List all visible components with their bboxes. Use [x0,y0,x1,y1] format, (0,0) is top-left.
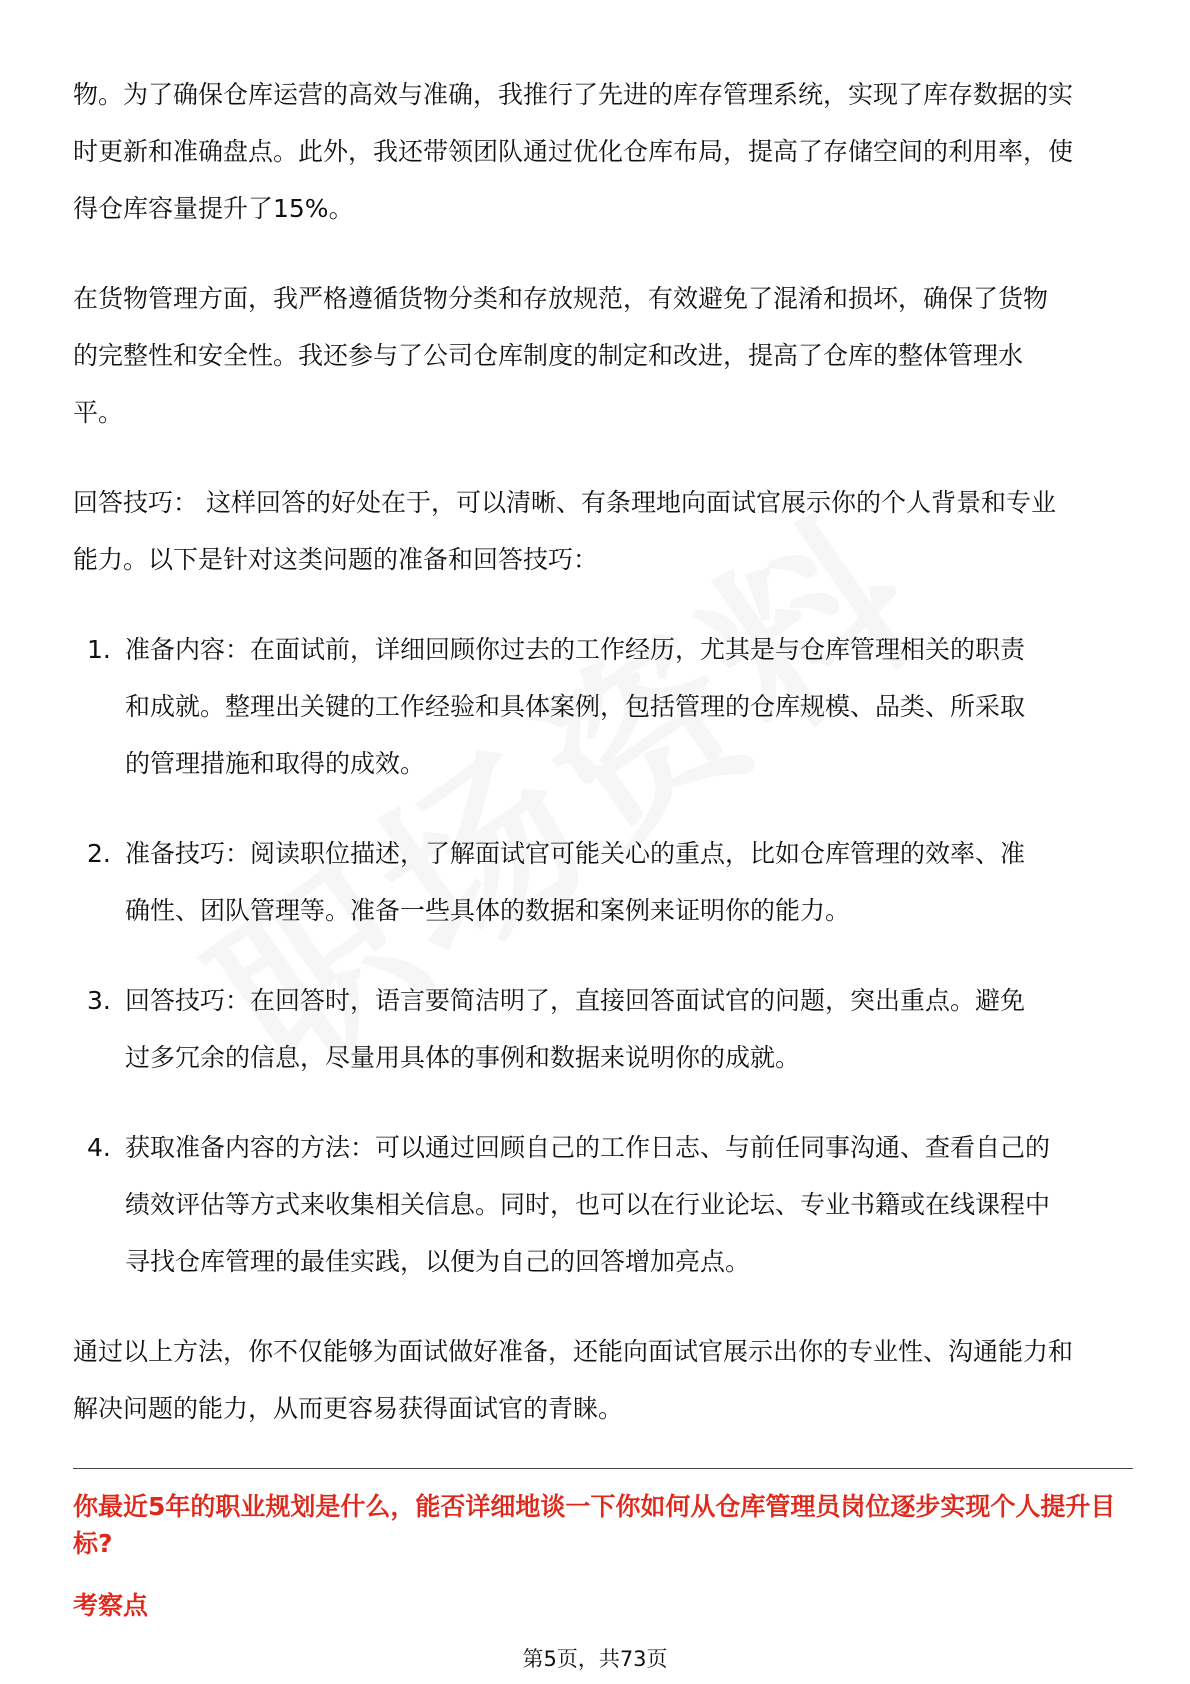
list-item-text: 回答技巧：在回答时，语言要简洁明了，直接回答面试官的问题，突出重点。避免过多冗余的信息，尽量用具体的事例和数据来说明你的成就。 [125,986,1026,1072]
paragraph-answer-tips: 回答技巧： 这样回答的好处在于，可以清晰、有条理地向面试官展示你的个人背景和专业能力。以下是针对这类问题的准备和回答技巧： [73,488,1056,574]
section-divider [73,1468,1133,1469]
list-item-text: 准备内容：在面试前，详细回顾你过去的工作经历，尤其是与仓库管理相关的职责和成就。整理出关键的工作经验和具体案例，包括管理的仓库规模、品类、所采取的管理措施和取得的成效。 [125,635,1026,778]
list-item-text: 获取准备内容的方法：可以通过回顾自己的工作日志、与前任同事沟通、查看自己的绩效评估等方式来收集相关信息。同时，也可以在行业论坛、专业书籍或在线课程中寻找仓库管理的最佳实践，以便为自己的回答增加亮点。 [125,1133,1051,1276]
list-item-text: 准备技巧：阅读职位描述，了解面试官可能关心的重点，比如仓库管理的效率、准确性、团队管理等。准备一些具体的数据和案例来证明你的能力。 [125,839,1026,925]
list-item [73,972,1025,1086]
paragraph-goods-management: 在货物管理方面，我严格遵循货物分类和存放规范，有效避免了混淆和损坏，确保了货物的完整性和安全性。我还参与了公司仓库制度的制定和改进，提高了仓库的整体管理水平。 [73,284,1049,427]
list-item [73,825,1025,939]
list-number: 4. [87,1133,111,1162]
paragraph-warehouse-system: 物。为了确保仓库运营的高效与准确，我推行了先进的库存管理系统，实现了库存数据的实时更新和准确盘点。此外，我还带领团队通过优化仓库布局，提高了存储空间的利用率，使得仓库容量提升了15%。 [73,80,1074,223]
page-footer: 第5页，共73页 [522,1647,668,1671]
interview-question-heading: 你最近5年的职业规划是什么，能否详细地谈一下你如何从仓库管理员岗位逐步实现个人提升目标? [73,1492,1116,1558]
body-content [73,66,1133,1470]
paragraph-closing: 通过以上方法，你不仅能够为面试做好准备，还能向面试官展示出你的专业性、沟通能力和解决问题的能力，从而更容易获得面试官的青睐。 [73,1337,1074,1423]
list-number: 1. [87,635,111,664]
list-number: 3. [87,986,111,1015]
section-label-assessment-points: 考察点 [73,1591,149,1620]
list-item [73,1119,1055,1290]
list-number: 2. [87,839,111,868]
tips-list [73,621,1133,1290]
list-item [73,621,1025,792]
